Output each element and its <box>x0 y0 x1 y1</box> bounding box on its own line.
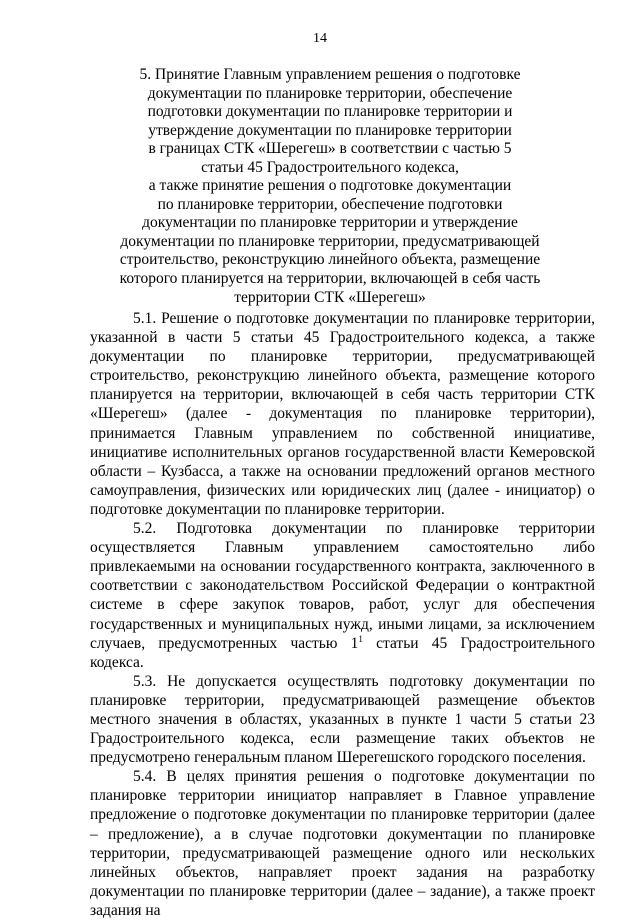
heading-line: а также принятие решения о подготовке документации <box>148 177 512 195</box>
heading-line: документации по планировке территории и утверждение <box>142 214 518 232</box>
heading-line: в границах СТК «Шерегеш» в соответствии с частью 5 <box>148 140 512 158</box>
paragraph-5-1: 5.1. Решение о подготовке документации по планировке территории, указанной в части 5 статьи 45 Градостроительного кодекса, а также документации по планировке территории, предусматривающей строительство, реконструкцию линейного объекта, размещение которого планируется на территории, включающей в себя часть территории СТК «Шерегеш» (далее - документация по планировке территории), принимается Главным управлением по собственной инициативе, инициативе исполнительных органов государственной власти Кемеровской области – Кузбасса, а также на основании предложений органов местного самоуправления, физических или юридических лиц (далее - инициатор) о подготовке документации по планировке территории. <box>90 310 595 518</box>
heading-line: 5. Принятие Главным управлением решения о подготовке <box>139 66 521 83</box>
document-body <box>90 309 595 920</box>
heading-line: по планировке территории, обеспечение подготовки <box>157 195 503 213</box>
page-number: 14 <box>313 31 327 46</box>
heading-line: подготовки документации по планировке территории и <box>147 103 513 121</box>
paragraph-5-3: 5.3. Не допускается осуществлять подготовку документации по планировке территории, предусматривающей размещение объектов местного значения в областях, указанных в пункте 1 части 5 статьи 23 Градостроительного кодекса, если размещение таких объектов не предусмотрено генеральным планом Шерегешского городского поселения. <box>90 672 595 767</box>
heading-line: утверждение документации по планировке территории <box>148 121 512 139</box>
heading-line: документации по планировке территории, предусматривающей <box>120 232 540 250</box>
heading-line: территории СТК «Шерегеш» <box>234 288 426 306</box>
superscript-index: 1 <box>358 633 363 644</box>
heading-line: документации по планировке территории, обеспечение <box>147 84 513 102</box>
paragraph-5-4: 5.4. В целях принятия решения о подготовке документации по планировке территории инициатор направляет в Главное управление предложение о подготовке документации по планировке территории (далее – предложение), а в случае подготовки документации по планировке территории, предусматривающей размещение одного или нескольких линейных объектов, направляет проект задания на разработку документации по планировке территории (далее – задание), а также проект задания на <box>90 768 595 919</box>
paragraph-5-2 <box>90 519 595 672</box>
heading-line: строительство, реконструкцию линейного объекта, размещение <box>119 251 541 269</box>
paragraph-text: 5.2. Подготовка документации по планировке территории осуществляется Главным управлением самостоятельно либо привлекаемыми на основании государственного контракта, заключенного в соответствии с законодательством Российской Федерации о контрактной системе в сфере закупок товаров, работ, услуг для обеспечения государственных и муниципальных нужд, иными лицами, за исключением случаев, предусмотренных частью 1 <box>90 520 595 652</box>
section-heading <box>96 66 564 307</box>
heading-line: которого планируется на территории, включающей в себя часть <box>119 270 541 288</box>
heading-line: статьи 45 Градостроительного кодекса, <box>201 158 459 176</box>
paragraph-text: статьи 45 Градостроительного кодекса. <box>90 634 595 671</box>
